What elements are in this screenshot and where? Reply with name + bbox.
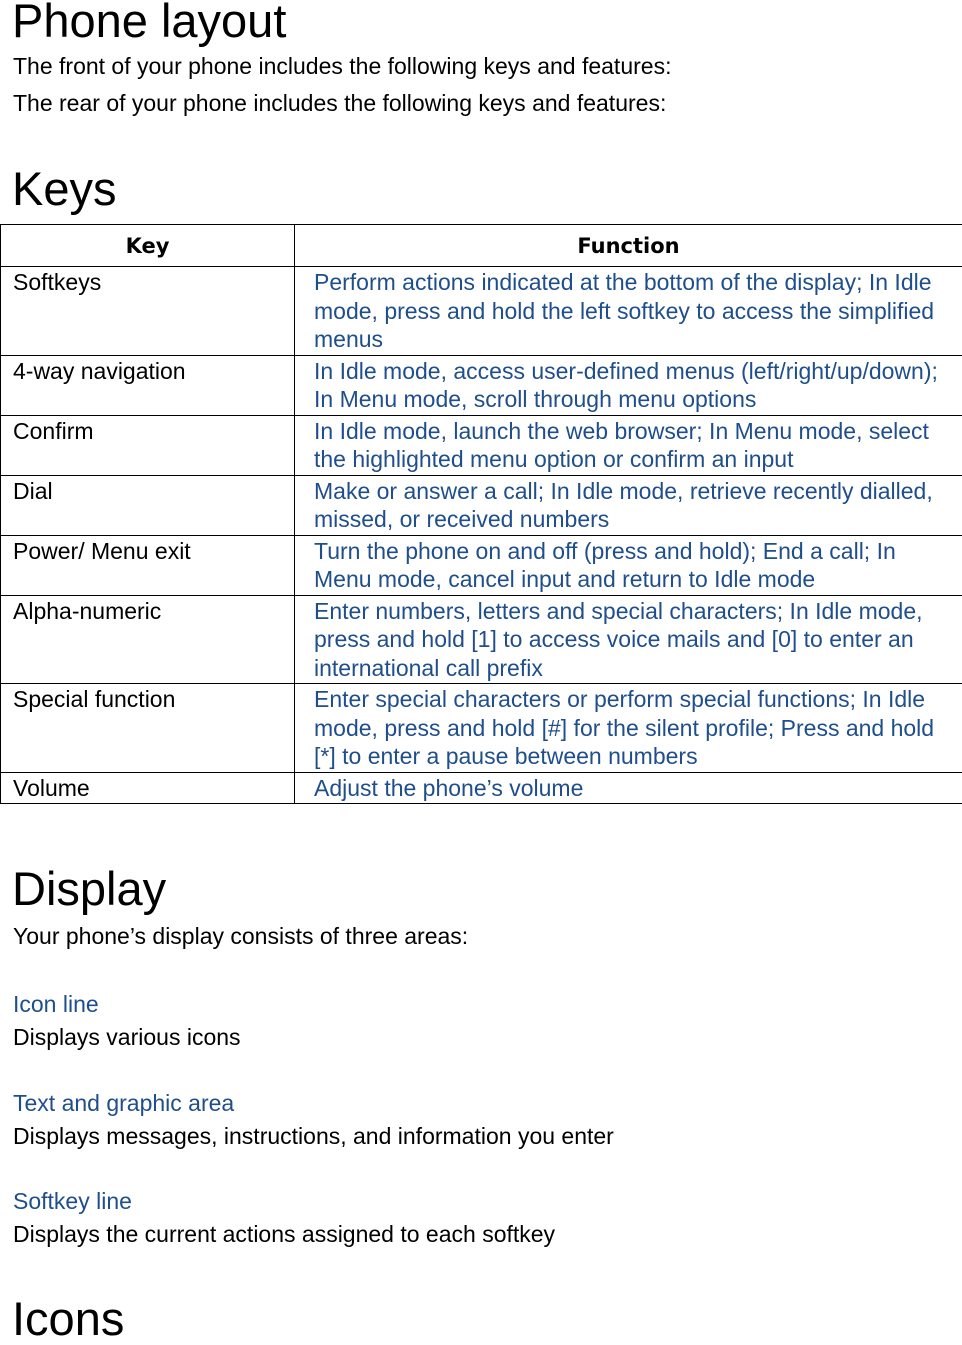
softkey-line-subheading: Softkey line (13, 1187, 132, 1215)
key-name-cell: 4-way navigation (1, 355, 295, 415)
table-row (1, 475, 962, 535)
icons-heading: Icons (12, 1294, 124, 1344)
icon-line-description: Displays various icons (13, 1023, 241, 1051)
key-function-cell: Adjust the phone’s volume (295, 772, 962, 804)
front-keys-text: The front of your phone includes the following keys and features: (13, 52, 671, 80)
key-name-cell: Volume (1, 772, 295, 804)
softkey-line-description: Displays the current actions assigned to each softkey (13, 1220, 555, 1248)
table-row (1, 415, 962, 475)
key-column-header: Key (1, 225, 295, 267)
key-name-cell: Confirm (1, 415, 295, 475)
keys-table (0, 224, 962, 804)
key-function-cell: Make or answer a call; In Idle mode, retrieve recently dialled, missed, or received numbers (295, 475, 962, 535)
table-row (1, 595, 962, 684)
rear-keys-text: The rear of your phone includes the following keys and features: (13, 89, 666, 117)
key-name-cell: Softkeys (1, 267, 295, 356)
text-graphic-area-description: Displays messages, instructions, and information you enter (13, 1122, 614, 1150)
table-row (1, 267, 962, 356)
keys-heading: Keys (12, 164, 117, 214)
keys-table-header-row (1, 225, 962, 267)
key-function-cell: Turn the phone on and off (press and hold); End a call; In Menu mode, cancel input and return to Idle mode (295, 535, 962, 595)
key-name-cell: Power/ Menu exit (1, 535, 295, 595)
table-row (1, 535, 962, 595)
display-heading: Display (12, 864, 166, 914)
text-graphic-area-subheading: Text and graphic area (13, 1089, 234, 1117)
key-function-cell: In Idle mode, access user-defined menus (left/right/up/down); In Menu mode, scroll through menu options (295, 355, 962, 415)
phone-layout-heading: Phone layout (12, 0, 286, 46)
key-name-cell: Special function (1, 684, 295, 773)
key-function-cell: Enter numbers, letters and special characters; In Idle mode, press and hold [1] to access voice mails and [0] to enter an international call prefix (295, 595, 962, 684)
key-name-cell: Dial (1, 475, 295, 535)
icon-line-subheading: Icon line (13, 990, 99, 1018)
table-row (1, 772, 962, 804)
function-column-header: Function (295, 225, 962, 267)
key-function-cell: In Idle mode, launch the web browser; In Menu mode, select the highlighted menu option or confirm an input (295, 415, 962, 475)
display-intro-text: Your phone’s display consists of three areas: (13, 922, 468, 950)
table-row (1, 684, 962, 773)
key-function-cell: Enter special characters or perform special functions; In Idle mode, press and hold [#] for the silent profile; Press and hold [*] to enter a pause between numbers (295, 684, 962, 773)
table-row (1, 355, 962, 415)
key-function-cell: Perform actions indicated at the bottom of the display; In Idle mode, press and hold the left softkey to access the simplified menus (295, 267, 962, 356)
key-name-cell: Alpha-numeric (1, 595, 295, 684)
